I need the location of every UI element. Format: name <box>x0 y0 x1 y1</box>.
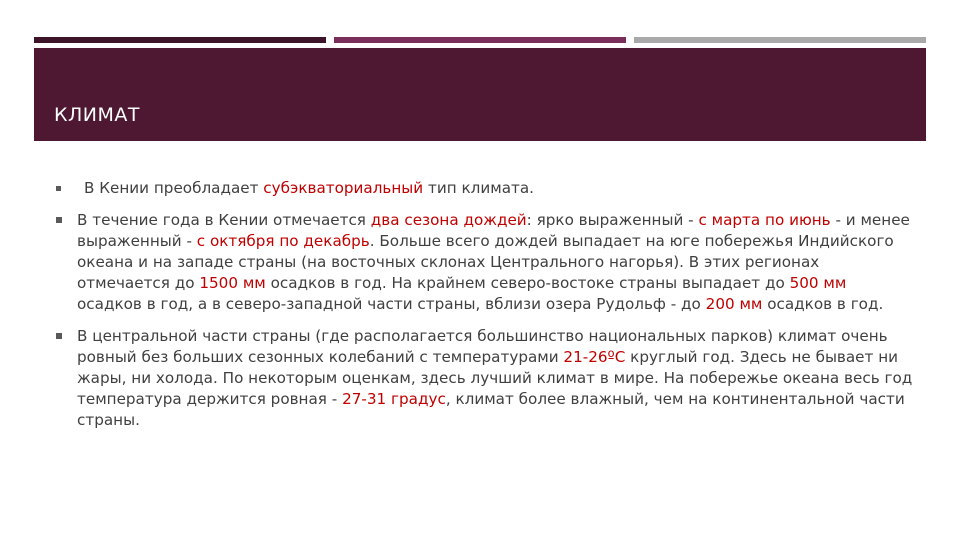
highlighted-text: 500 мм <box>789 274 847 292</box>
accent-bar-gray <box>634 37 926 43</box>
text-run: , климат более влажный, чем на континентальной части страны. <box>77 390 905 429</box>
text-run: В течение года в Кении отмечается <box>77 211 371 229</box>
accent-bar-dark <box>34 37 326 43</box>
bullet-square-icon <box>56 333 62 339</box>
text-run: В центральной части страны (где располагается большинство национальных парков) климат очень ровный без больших сезонных колебаний с температурами <box>77 327 888 366</box>
bullet-square-icon <box>56 217 62 223</box>
text-run: В Кении преобладает <box>84 179 264 197</box>
text-run: осадков в год. <box>762 295 884 313</box>
highlighted-text: 27-31 градус <box>342 390 446 408</box>
highlighted-text: с октября по декабрь <box>196 232 370 250</box>
slide-title: КЛИМАТ <box>54 104 140 126</box>
text-run: . Больше всего дождей выпадает на юге побережья Индийского океана и на западе страны (на восточных склонах Центрального нагорья). В этих регионах отмечается до <box>77 232 894 292</box>
bullet-item <box>56 210 916 315</box>
title-band <box>34 48 926 141</box>
bullet-square-icon <box>56 186 61 191</box>
text-run: тип климата. <box>423 179 534 197</box>
text-run: осадков в год, а в северо-западной части страны, вблизи озера Рудольф - до <box>77 295 706 313</box>
highlighted-text: с марта по июнь <box>698 211 831 229</box>
bullet-item <box>56 326 916 431</box>
text-run: - и менее выраженный - <box>77 211 910 250</box>
text-run: круглый год. Здесь не бывает ни жары, ни холода. По некоторым оценкам, здесь лучший климат в мире. На побережье океана весь год температура держится ровная - <box>77 348 913 408</box>
highlighted-text: 21-26ºС <box>563 348 626 366</box>
content-body <box>56 178 916 442</box>
accent-bar-plum <box>334 37 626 43</box>
bullet-text <box>77 211 910 313</box>
text-run: осадков в год. На крайнем северо-востоке страны выпадает до <box>265 274 790 292</box>
highlighted-text: два сезона дождей <box>370 211 527 229</box>
bullet-text <box>77 178 916 199</box>
text-run: : ярко выраженный - <box>526 211 699 229</box>
bullet-text <box>77 327 912 429</box>
bullet-item <box>56 178 916 199</box>
highlighted-text: субэкваториальный <box>263 179 424 197</box>
highlighted-text: 1500 мм <box>199 274 266 292</box>
highlighted-text: 200 мм <box>705 295 763 313</box>
